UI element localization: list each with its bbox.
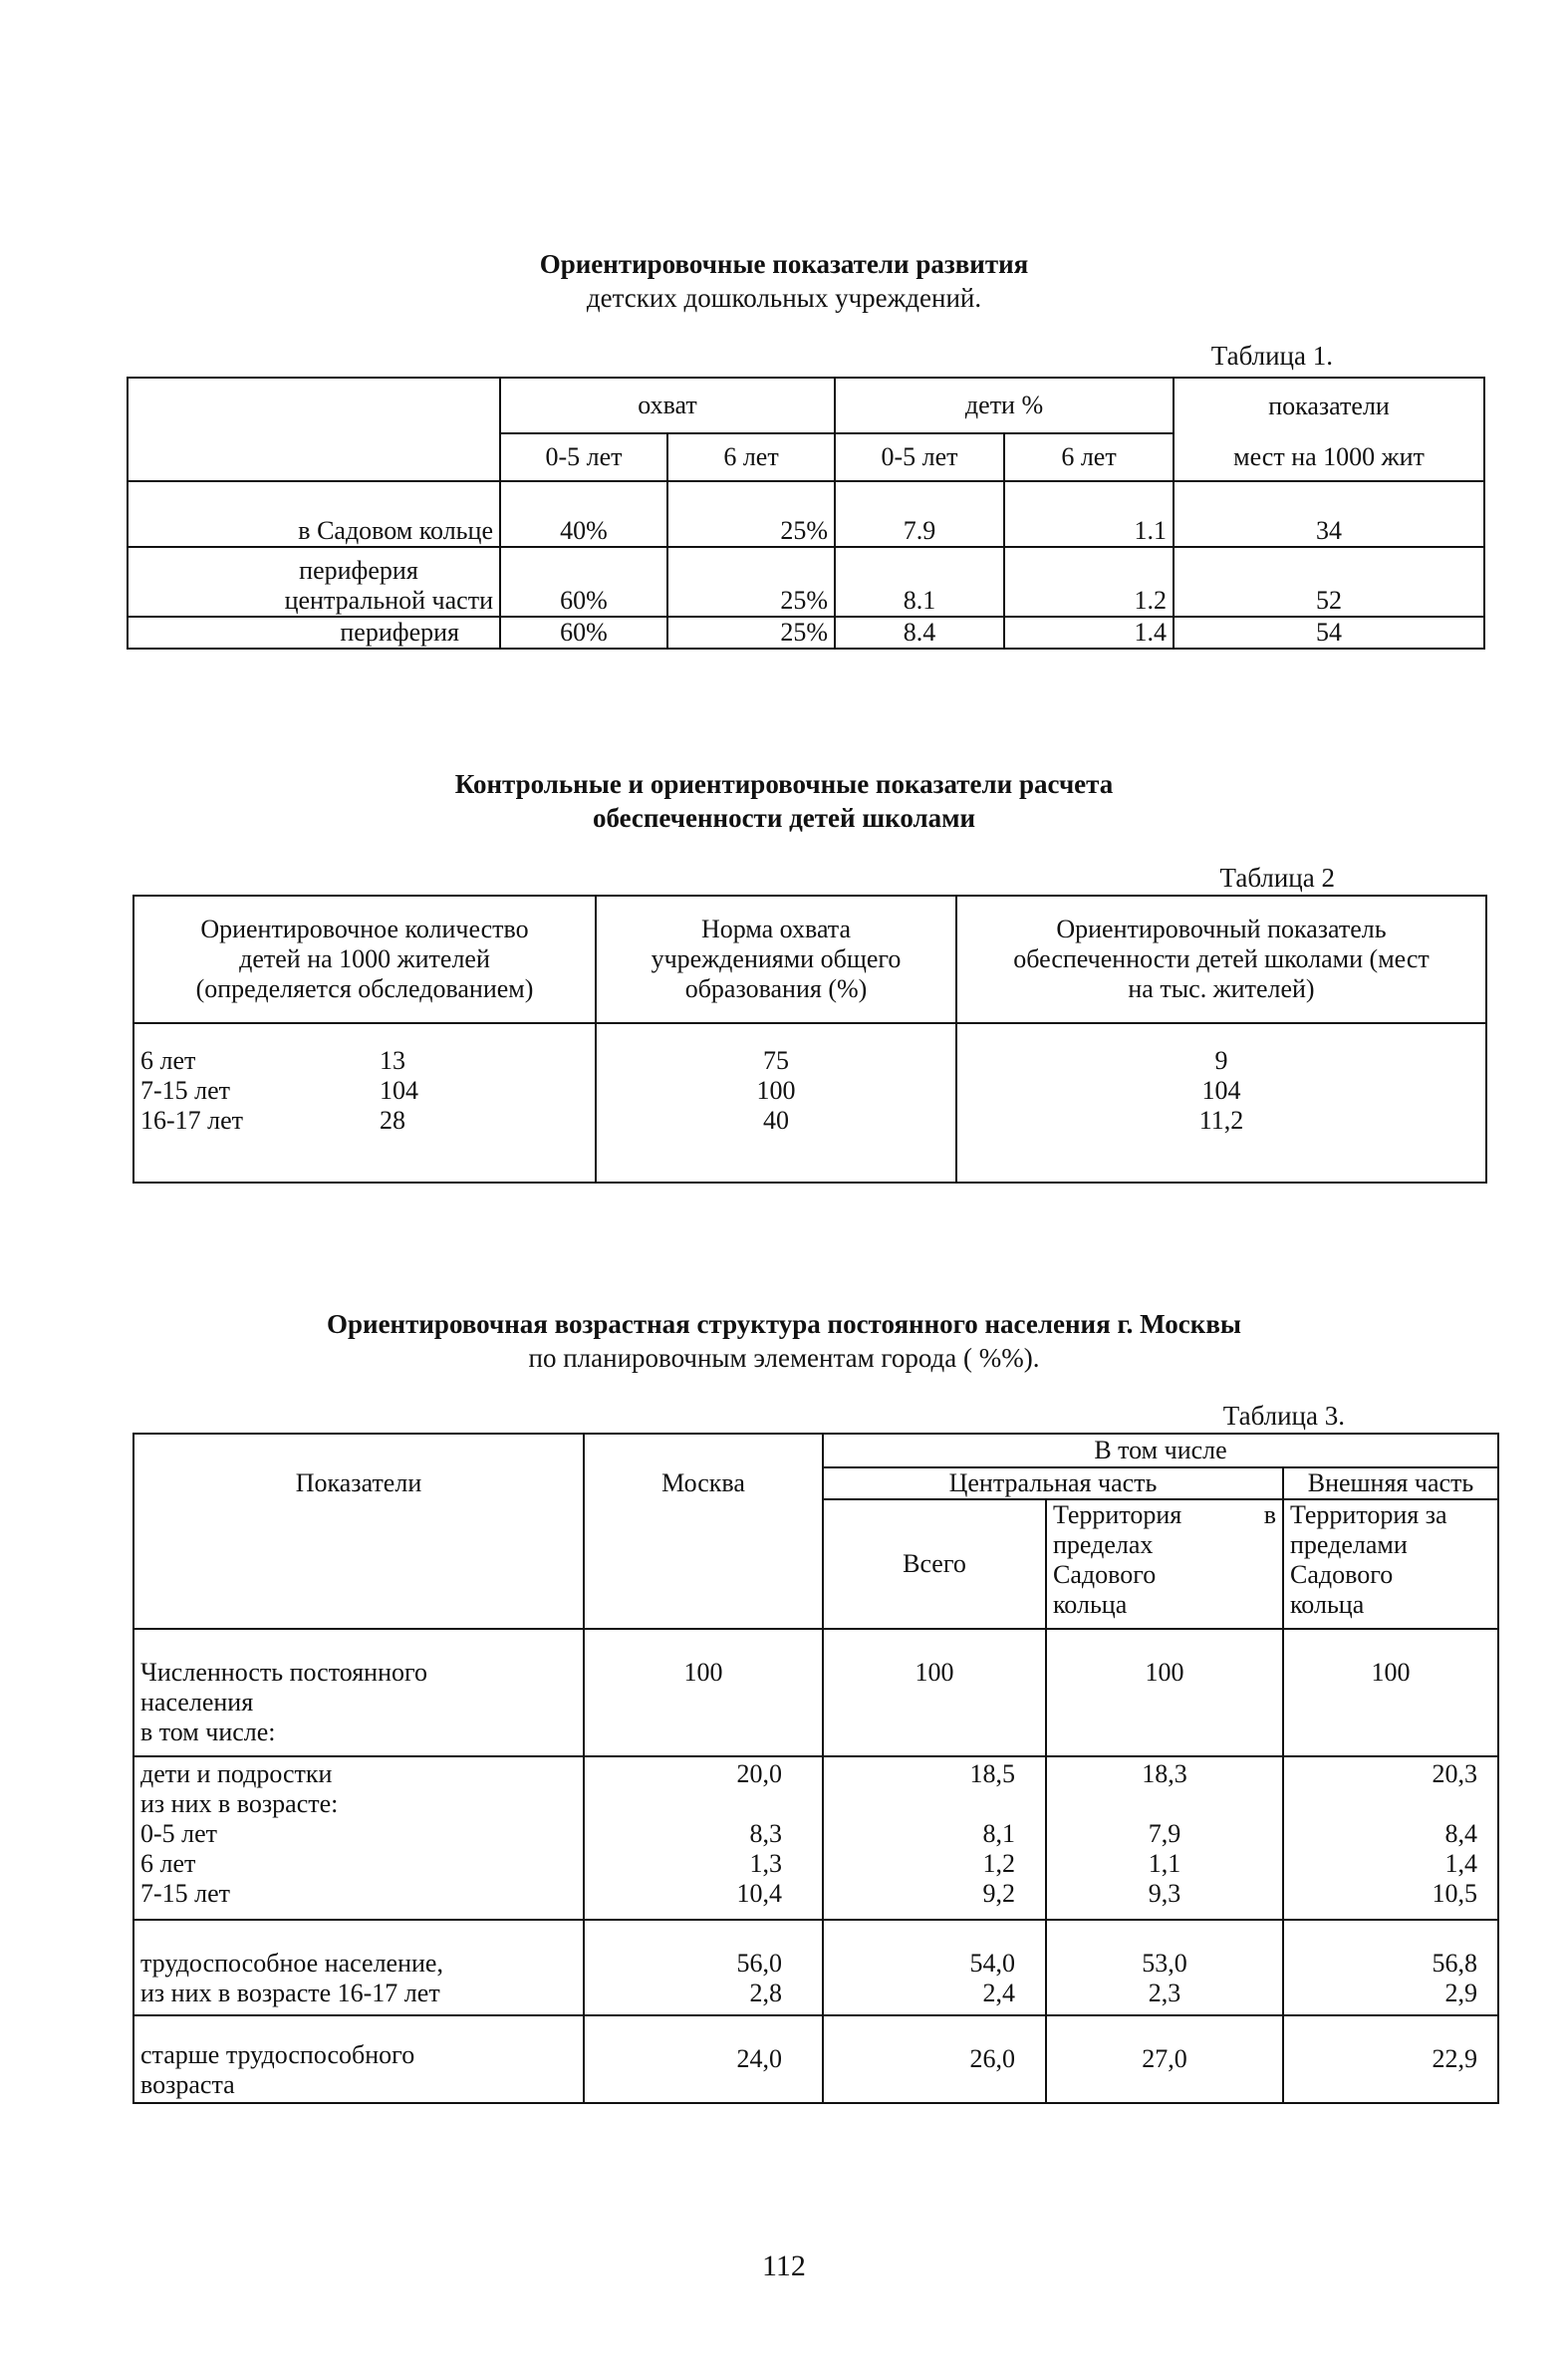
table3-row2-terr-za <box>1283 1756 1498 1920</box>
table3-title-line2: по планировочным элементам города ( %%). <box>528 1343 1040 1373</box>
table3-row3-terr-v <box>1046 1920 1283 2015</box>
table3-title <box>0 1307 1568 1375</box>
table3-cell: 2,9 <box>1444 1979 1477 2007</box>
table3-header-v-tom-chisle: В том числе <box>823 1434 1498 1467</box>
table2-caption: Таблица 2 <box>1219 863 1335 893</box>
table1-header-deti-0-5: 0-5 лет <box>835 433 1004 481</box>
table2-norm: 40 <box>763 1106 789 1135</box>
table2-norm: 100 <box>756 1076 796 1105</box>
table3-row-label-line: возраста <box>140 2070 235 2099</box>
table1-cell: 54 <box>1174 617 1484 649</box>
table2-norm: 75 <box>763 1046 789 1075</box>
table2-header-count-line: детей на 1000 жителей <box>239 944 490 973</box>
table3-header-vsego: Всего <box>823 1499 1046 1629</box>
table1-cell: 1.2 <box>1004 547 1174 617</box>
table1-cell: 7.9 <box>835 481 1004 547</box>
table3-cell: 22,9 <box>1283 2015 1498 2103</box>
table3-cell: 56,0 <box>736 1949 782 1978</box>
table-row <box>133 2015 1498 2103</box>
table3-row2-vsego <box>823 1756 1046 1920</box>
table1-cell: 40% <box>500 481 667 547</box>
table3-row-label-line: 6 лет <box>140 1849 196 1878</box>
table3-header-vneshnyaya: Внешняя часть <box>1283 1467 1498 1499</box>
table3-cell: 2,8 <box>749 1979 782 2007</box>
table-row <box>128 481 1484 547</box>
table3-cell: 9,3 <box>1148 1879 1181 1908</box>
table3-row-label-line: дети и подростки <box>140 1759 333 1788</box>
table-row <box>140 1076 589 1106</box>
table1-header-okhvat: охват <box>500 378 835 433</box>
table1-cell: 60% <box>500 547 667 617</box>
table1-cell: 1.1 <box>1004 481 1174 547</box>
table1-title-line2: детских дошкольных учреждений. <box>586 283 982 313</box>
table1 <box>127 377 1485 650</box>
table2-header-indicator-line: Ориентировочный показатель <box>1056 915 1387 943</box>
table1-row3-label: периферия <box>128 617 500 649</box>
table3-cell: 27,0 <box>1046 2015 1283 2103</box>
table3-cell: 24,0 <box>584 2015 823 2103</box>
table3-cell: 8,3 <box>749 1819 782 1848</box>
table-row <box>128 617 1484 649</box>
table3-header-terr-v-word: кольца <box>1053 1590 1128 1619</box>
table1-row2-label <box>128 547 500 617</box>
table3-cell: 8,4 <box>1444 1819 1477 1848</box>
table3-cell: 9,2 <box>982 1879 1015 1908</box>
table3-cell: 8,1 <box>982 1819 1015 1848</box>
table3-row-label-line: из них в возрасте 16-17 лет <box>140 1979 440 2007</box>
table3-row3-vsego <box>823 1920 1046 2015</box>
table2-age: 7-15 лет <box>140 1076 231 1105</box>
table2-header-norm <box>596 896 956 1023</box>
table-row <box>140 1106 589 1136</box>
table1-header-mest: мест на 1000 жит <box>1174 433 1484 481</box>
table1-cell: 8.4 <box>835 617 1004 649</box>
table3-cell: 18,3 <box>1142 1759 1187 1788</box>
table3-header-terr-za-line: Садового <box>1290 1560 1394 1589</box>
table3-row3-terr-za <box>1283 1920 1498 2015</box>
table2-indicator-cell <box>956 1023 1486 1183</box>
table3-row2-terr-v <box>1046 1756 1283 1920</box>
table3-cell: 10,4 <box>736 1879 782 1908</box>
table2-header-indicator-line: обеспеченности детей школами (мест <box>1013 944 1430 973</box>
table2-indicator: 11,2 <box>1198 1106 1244 1135</box>
table1-cell: 25% <box>667 481 835 547</box>
table2-age: 6 лет <box>140 1046 196 1075</box>
table3-header-terr-v-word: Территория <box>1053 1500 1182 1529</box>
table-row <box>133 1629 1498 1756</box>
table3-cell: 56,8 <box>1432 1949 1477 1978</box>
table3-cell: 1,2 <box>982 1849 1015 1878</box>
table3-cell: 100 <box>584 1629 823 1756</box>
table1-corner <box>128 378 500 481</box>
table1-header-deti: дети % <box>835 378 1174 433</box>
table2-title <box>0 767 1568 835</box>
table-row <box>128 547 1484 617</box>
table3-row3-moskva <box>584 1920 823 2015</box>
table2-indicator: 9 <box>1214 1046 1228 1075</box>
table3-header-terr-v <box>1046 1499 1283 1629</box>
table1-header-pokazateli: показатели <box>1174 378 1484 433</box>
table2-header-norm-line: учреждениями общего <box>651 944 902 973</box>
table2-header-indicator-line: на тыс. жителей) <box>1128 974 1315 1003</box>
table3-row-label-line: 0-5 лет <box>140 1819 218 1848</box>
table3-cell: 100 <box>823 1629 1046 1756</box>
table1-title-line1: Ориентировочные показатели развития <box>539 249 1029 279</box>
table-row <box>140 1046 589 1076</box>
table3-header-terr-v-word: Садового <box>1053 1560 1157 1589</box>
table2-header-count-line: Ориентировочное количество <box>200 915 529 943</box>
table3-cell: 10,5 <box>1432 1879 1477 1908</box>
table3-header-central: Центральная часть <box>823 1467 1283 1499</box>
table3-row4-label <box>133 2015 584 2103</box>
table3-header-terr-v-word: пределах <box>1053 1530 1154 1559</box>
table3-cell: 100 <box>1046 1629 1283 1756</box>
table3-row-label-line: трудоспособное население, <box>140 1949 443 1978</box>
table3-cell: 1,3 <box>749 1849 782 1878</box>
table3-title-line1: Ориентировочная возрастная структура постоянного населения г. Москвы <box>327 1309 1241 1339</box>
table1-cell: 8.1 <box>835 547 1004 617</box>
table2-header-count-line: (определяется обследованием) <box>195 974 534 1003</box>
table3-header-moskva: Москва <box>584 1434 823 1629</box>
table1-cell: 25% <box>667 547 835 617</box>
table1-row2-label-line1: периферия <box>299 556 418 585</box>
table3-cell: 2,4 <box>982 1979 1015 2007</box>
table3-cell: 20,0 <box>736 1759 782 1788</box>
table2-age: 16-17 лет <box>140 1106 244 1135</box>
table1-cell: 34 <box>1174 481 1484 547</box>
table3-row1-label <box>133 1629 584 1756</box>
table3-header-terr-v-word: в <box>1263 1500 1276 1529</box>
table3 <box>132 1433 1499 2104</box>
table2-ages-cell <box>133 1023 596 1183</box>
table3-row-label-line: из них в возрасте: <box>140 1789 339 1818</box>
table3-header-terr-za-line: кольца <box>1290 1590 1365 1619</box>
table3-cell: 26,0 <box>823 2015 1046 2103</box>
table1-cell: 1.4 <box>1004 617 1174 649</box>
table3-cell: 1,4 <box>1444 1849 1477 1878</box>
table3-row-label-line: старше трудоспособного <box>140 2040 415 2069</box>
table3-cell: 53,0 <box>1142 1949 1187 1978</box>
table3-cell: 20,3 <box>1432 1759 1477 1788</box>
table2-title-line1: Контрольные и ориентировочные показатели расчета <box>454 769 1114 799</box>
table3-header-pokazateli: Показатели <box>133 1434 584 1629</box>
table3-header-terr-za <box>1283 1499 1498 1629</box>
table3-row2-moskva <box>584 1756 823 1920</box>
table3-cell: 54,0 <box>969 1949 1015 1978</box>
table2-norm-cell <box>596 1023 956 1183</box>
table1-caption: Таблица 1. <box>1210 341 1333 371</box>
table3-cell: 18,5 <box>969 1759 1015 1788</box>
table2 <box>132 895 1487 1184</box>
table3-row-label-line: Численность постоянного <box>140 1658 428 1687</box>
table2-header-norm-line: Норма охвата <box>700 915 852 943</box>
table1-cell: 52 <box>1174 547 1484 617</box>
table3-row-label-line: в том числе: <box>140 1718 276 1746</box>
table2-count: 28 <box>380 1106 405 1135</box>
table2-header-indicator <box>956 896 1486 1023</box>
table1-row2-label-line2: центральной части <box>284 586 493 615</box>
table1-header-okhvat-0-5: 0-5 лет <box>500 433 667 481</box>
table2-indicator: 104 <box>1201 1076 1241 1105</box>
table-row <box>133 1920 1498 2015</box>
table3-row-label-line: 7-15 лет <box>140 1879 231 1908</box>
table2-title-line2: обеспеченности детей школами <box>592 803 976 833</box>
table1-header-okhvat-6: 6 лет <box>667 433 835 481</box>
table2-header-count <box>133 896 596 1023</box>
table3-row2-label <box>133 1756 584 1920</box>
table3-header-terr-za-line: Территория за <box>1290 1500 1447 1529</box>
page-number: 112 <box>762 2249 806 2282</box>
table1-title <box>0 247 1568 315</box>
table1-header-deti-6: 6 лет <box>1004 433 1174 481</box>
table2-header-norm-line: образования (%) <box>684 974 868 1003</box>
table3-caption: Таблица 3. <box>1222 1401 1345 1431</box>
table3-header-terr-za-line: пределами <box>1290 1530 1408 1559</box>
table1-row1-label: в Садовом кольце <box>128 481 500 547</box>
table3-cell: 100 <box>1283 1629 1498 1756</box>
table1-cell: 25% <box>667 617 835 649</box>
table3-cell: 7,9 <box>1148 1819 1181 1848</box>
table3-cell: 1,1 <box>1148 1849 1181 1878</box>
table3-row3-label <box>133 1920 584 2015</box>
table3-cell: 2,3 <box>1148 1979 1181 2007</box>
table1-cell: 60% <box>500 617 667 649</box>
table-row <box>133 1756 1498 1920</box>
table3-row-label-line: населения <box>140 1688 254 1717</box>
table2-count: 13 <box>380 1046 405 1075</box>
table2-count: 104 <box>380 1076 418 1105</box>
